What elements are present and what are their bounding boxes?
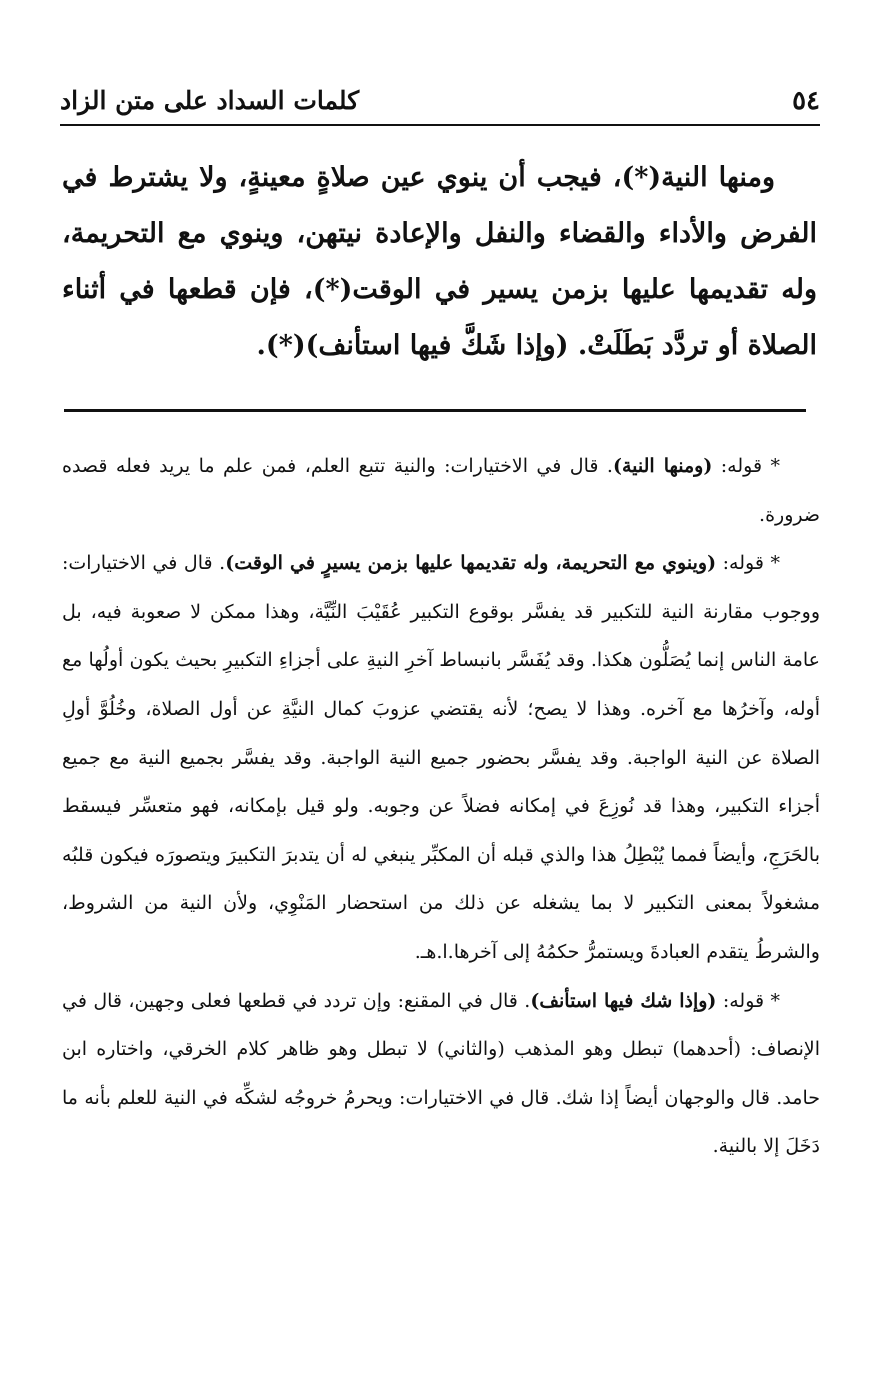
- note-text: . قال في الاختيارات: ووجوب مقارنة النية للتكبير قد يفسَّر بوقوع التكبير عُقَيْبَ النِّيَّة، وهذا ممكن لا صعوبة فيه، بل عامة الناس إنما يُصَلُّون هكذا. وقد يُفَسَّر بانبساط آخرِ النيةِ على أجزاءِ التكبيرِ بحيث يكون أولُها مع أوله، وآخرُها مع آخره. وهذا لا يصح؛ لأنه يقتضي عزوبَ كمال النيَّةِ عن أول الصلاة، وخُلُوَّ أولِ الصلاة عن النية الواجبة. وقد يفسَّر بحضور جميع النية الواجبة. وقد يفسَّر بجميع النية مع جميع أجزاء التكبير، وهذا قد نُوزِعَ في إمكانه فضلاً عن وجوبه. ولو قيل بإمكانه، فهو متعسِّر فيسقط بالحَرَجِ، وأيضاً فمما يُبْطِلُ هذا والذي قبله أن المكبِّر ينبغي له أن يتدبرَ التكبيرَ ويتصورَه فيكون قلبُه مشغولاً بمعنى التكبير لا بما يشغله عن ذلك من استحضار المَنْوِي، ولأن النية من الشروط، والشرطُ يتقدم العبادةَ ويستمرُّ حكمُهُ إلى آخرها.ا.هـ.: [62, 552, 820, 963]
- page-number: ٥٤: [792, 86, 820, 116]
- page-header: [60, 84, 820, 126]
- note-text: . قال في الاختيارات: والنية تتبع العلم، فمن علم ما يريد فعله قصده ضرورة.: [62, 455, 820, 526]
- note-quote: (وينوي مع التحريمة، وله تقديمها عليها بزمن يسيرٍ في الوقت): [225, 552, 717, 575]
- note-paragraph: [62, 539, 820, 976]
- running-title: كلمات السداد على متن الزاد: [60, 86, 360, 115]
- note-paragraph: [62, 442, 820, 539]
- commentary-notes: [62, 442, 820, 1171]
- main-text: [62, 150, 817, 374]
- note-lead: * قوله:: [712, 455, 781, 477]
- note-text: . قال في المقنع: وإن تردد في قطعها فعلى وجهين، قال في الإنصاف: (أحدهما) تبطل وهو المذهب (والثاني) لا تبطل وهو ظاهر كلام الخرقي، واختاره ابن حامد. قال والوجهان أيضاً إذا شك. قال في الاختيارات: ويحرمُ خروجُه لشكِّه في النية للعلم بأنه ما دَخَلَ إلا بالنية.: [62, 989, 820, 1158]
- note-quote: (وإذا شك فيها استأنف): [530, 989, 717, 1012]
- note-lead: * قوله:: [716, 989, 780, 1012]
- footnote-separator: [64, 409, 806, 412]
- note-quote: (ومنها النية): [612, 455, 713, 477]
- note-paragraph: [62, 977, 820, 1171]
- note-lead: * قوله:: [716, 552, 780, 575]
- main-paragraph: ومنها النية(*)، فيجب أن ينوي عين صلاةٍ معينةٍ، ولا يشترط في الفرض والأداء والقضاء والنفل والإعادة نيتهن، وينوي مع التحريمة، وله تقديمها عليها بزمن يسير في الوقت(*)، فإن قطعها في أثناء الصلاة أو تردَّد بَطَلَتْ. (وإذا شَكَّ فيها استأنف)(*).: [62, 162, 817, 361]
